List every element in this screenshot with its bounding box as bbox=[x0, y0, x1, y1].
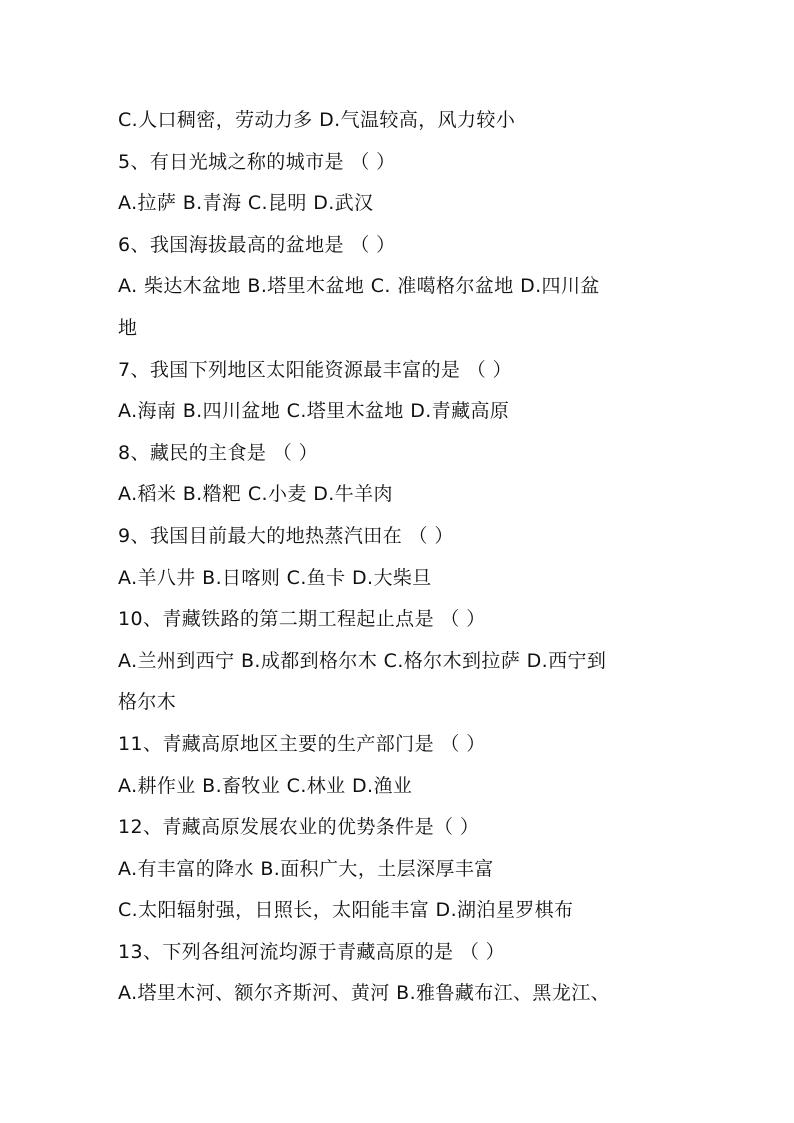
options-9: A.羊八井 B.日喀则 C.鱼卡 D.大柴旦 bbox=[118, 566, 432, 589]
text-line: C.人口稠密，劳动力多 D.气温较高，风力较小 bbox=[118, 109, 516, 131]
options-10-continued: 格尔木 bbox=[118, 691, 177, 714]
options-10: A.兰州到西宁 B.成都到格尔木 C.格尔木到拉萨 D.西宁到 bbox=[118, 649, 607, 672]
question-12: 12、青藏高原发展农业的优势条件是（ ） bbox=[118, 816, 480, 839]
question-5: 5、有日光城之称的城市是 （ ） bbox=[118, 150, 396, 173]
options-7: A.海南 B.四川盆地 C.塔里木盆地 D.青藏高原 bbox=[118, 400, 510, 423]
question-10: 10、青藏铁路的第二期工程起止点是 （ ） bbox=[118, 608, 486, 631]
options-11: A.耕作业 B.畜牧业 C.林业 D.渔业 bbox=[118, 774, 413, 797]
options-5: A.拉萨 B.青海 C.昆明 D.武汉 bbox=[118, 192, 374, 215]
question-7: 7、我国下列地区太阳能资源最丰富的是 （ ） bbox=[118, 358, 512, 381]
options-6-continued: 地 bbox=[118, 316, 138, 339]
question-8: 8、藏民的主食是 （ ） bbox=[118, 441, 318, 464]
question-6: 6、我国海拔最高的盆地是 （ ） bbox=[118, 233, 396, 256]
question-11: 11、青藏高原地区主要的生产部门是 （ ） bbox=[118, 732, 486, 755]
question-9: 9、我国目前最大的地热蒸汽田在 （ ） bbox=[118, 524, 454, 547]
options-8: A.稻米 B.糌粑 C.小麦 D.牛羊肉 bbox=[118, 483, 393, 506]
options-12-ab: A.有丰富的降水 B.面积广大，土层深厚丰富 bbox=[118, 857, 494, 880]
options-13: A.塔里木河、额尔齐斯河、黄河 B.雅鲁藏布江、黑龙江、 bbox=[118, 982, 611, 1005]
question-text bbox=[118, 100, 678, 1015]
options-12-cd: C.太阳辐射强，日照长，太阳能丰富 D.湖泊星罗棋布 bbox=[118, 899, 574, 922]
question-13: 13、下列各组河流均源于青藏高原的是 （ ） bbox=[118, 940, 506, 963]
options-6: A. 柴达木盆地 B.塔里木盆地 C. 准噶格尔盆地 D.四川盆 bbox=[118, 275, 600, 298]
